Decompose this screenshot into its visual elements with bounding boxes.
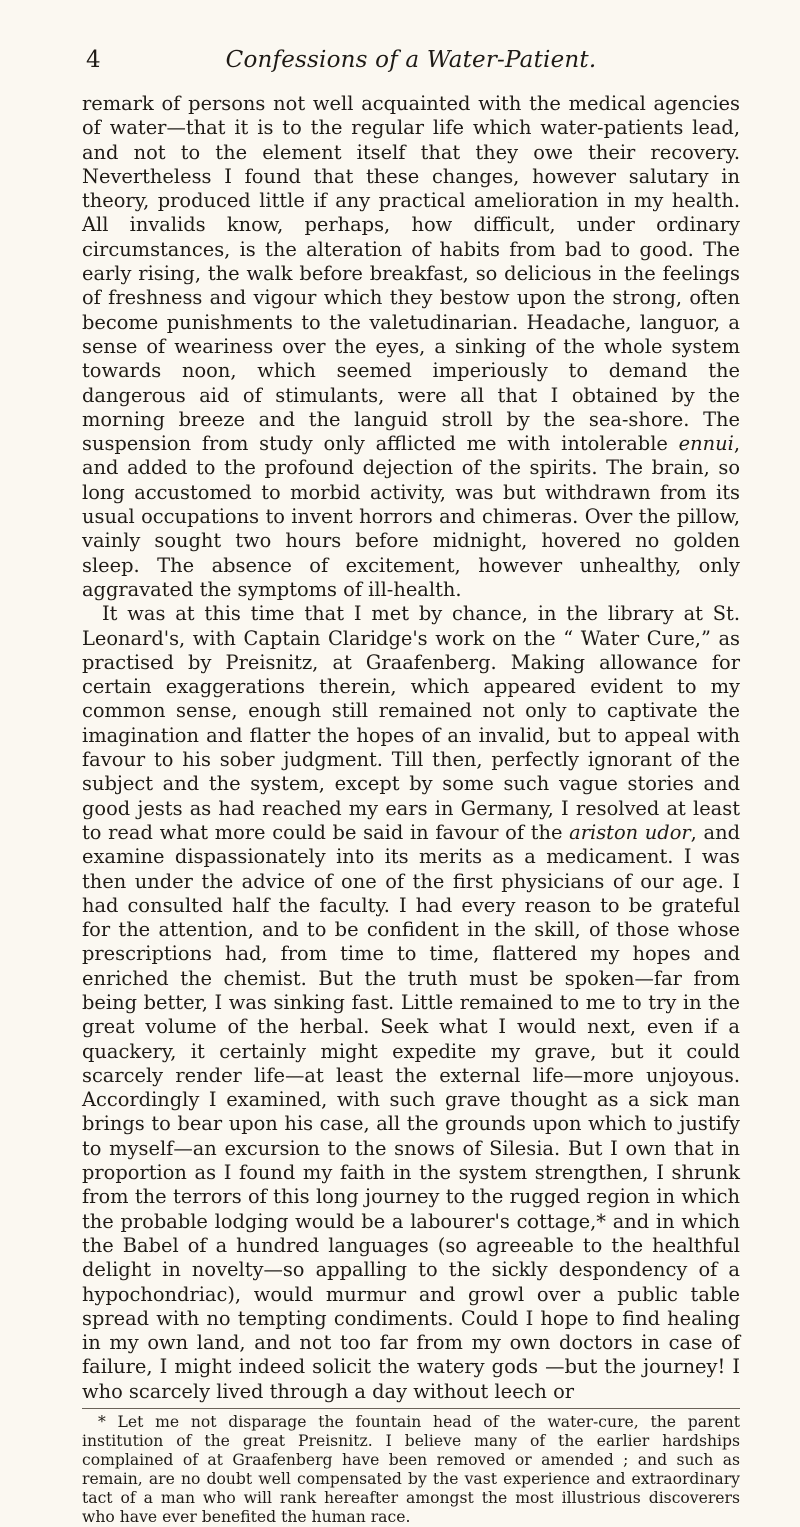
paragraph-2 — [82, 602, 740, 1404]
paragraph-2-part-b: , and examine dispassionately into its merits as a medicament. I was then under the advice of one of the first physicians of our age. I had consulted half the faculty. I had every reason to be grateful for the attention, and to be confident in the skill, of those whose prescriptions had, from time to time, flattered my hopes and enriched the chemist. But the truth must be spoken—far from being better, I was sinking fast. Little remained to me to try in the great volume of the herbal. Seek what I would next, even if a quackery, it certainly might expedite my grave, but it could scarcely render life—at least the external life—more unjoyous. Accordingly I examined, with such grave thought as a sick man brings to bear upon his case, all the grounds upon which to justify to myself—an excursion to the snows of Silesia. But I own that in proportion as I found my faith in the system strengthen, I shrunk from the terrors of this long journey to the rugged region in which the probable lodging would be a labourer's cottage,* and in which the Babel of a hundred languages (so agreeable to the healthful delight in novelty—so appalling to the sickly despondency of a hypochondriac), would murmur and growl over a public table spread with no tempting condiments. Could I hope to find healing in my own land, and not too far from my own doctors in case of failure, I might indeed solicit the watery gods —but the journey! I who scarcely lived through a day without leech or — [82, 820, 740, 1403]
paragraph-1 — [82, 92, 740, 602]
italic-ennui: ennui — [678, 432, 734, 456]
running-head — [82, 46, 740, 76]
footnote: * Let me not disparage the fountain head of the water-cure, the parent institution of the great Preisnitz. I believe many of the earlier hardships complained of at Graafenberg have been removed or amended ; and such as remain, are no doubt well compensated by the vast experience and extraordinary tact of a man who will rank hereafter amongst the most illustrious discoverers who have ever benefited the human race. — [82, 1413, 740, 1527]
paragraph-1-part-b: , and added to the profound dejection of the spirits. The brain, so long accustomed to morbid activity, was but withdrawn from its usual occupations to invent horrors and chimeras. Over the pillow, vainly sought two hours before midnight, hovered no golden sleep. The absence of excitement, however unhealthy, only aggravated the symptoms of ill-health. — [82, 432, 740, 601]
italic-ariston-udor: ariston udor — [569, 820, 691, 844]
footnote-rule — [82, 1408, 740, 1409]
paragraph-1-part-a: remark of persons not well acquainted with the medical agencies of water—that it is to the regular life which water-patients lead, and not to the element itself that they owe their recovery. Nevertheless I found that these changes, however salutary in theory, produced little if any practical amelioration in my health. All invalids know, perhaps, how difficult, under ordinary circumstances, is the alteration of habits from bad to good. The early rising, the walk before breakfast, so delicious in the feelings of freshness and vigour which they bestow upon the strong, often become punishments to the valetudinarian. Headache, languor, a sense of weariness over the eyes, a sinking of the whole system towards noon, which seemed imperiously to demand the dangerous aid of stimulants, were all that I obtained by the morning breeze and the languid stroll by the sea-shore. The suspension from study only afflicted me with intolerable — [82, 92, 740, 456]
running-title: Confessions of a Water-Patient. — [225, 47, 597, 73]
page-number: 4 — [86, 47, 101, 73]
paragraph-2-part-a: It was at this time that I met by chance, in the library at St. Leonard's, with Captain Claridge's work on the “ Water Cure,” as practised by Preisnitz, at Graafenberg. Making allowance for certain exaggerations therein, which appeared evident to my common sense, enough still remained not only to captivate the imagination and flatter the hopes of an invalid, but to appeal with favour to his sober judgment. Till then, perfectly ignorant of the subject and the system, except by some such vague stories and good jests as had reached my ears in Germany, I resolved at least to read what more could be said in favour of the — [82, 602, 740, 844]
body-text — [82, 92, 740, 1404]
